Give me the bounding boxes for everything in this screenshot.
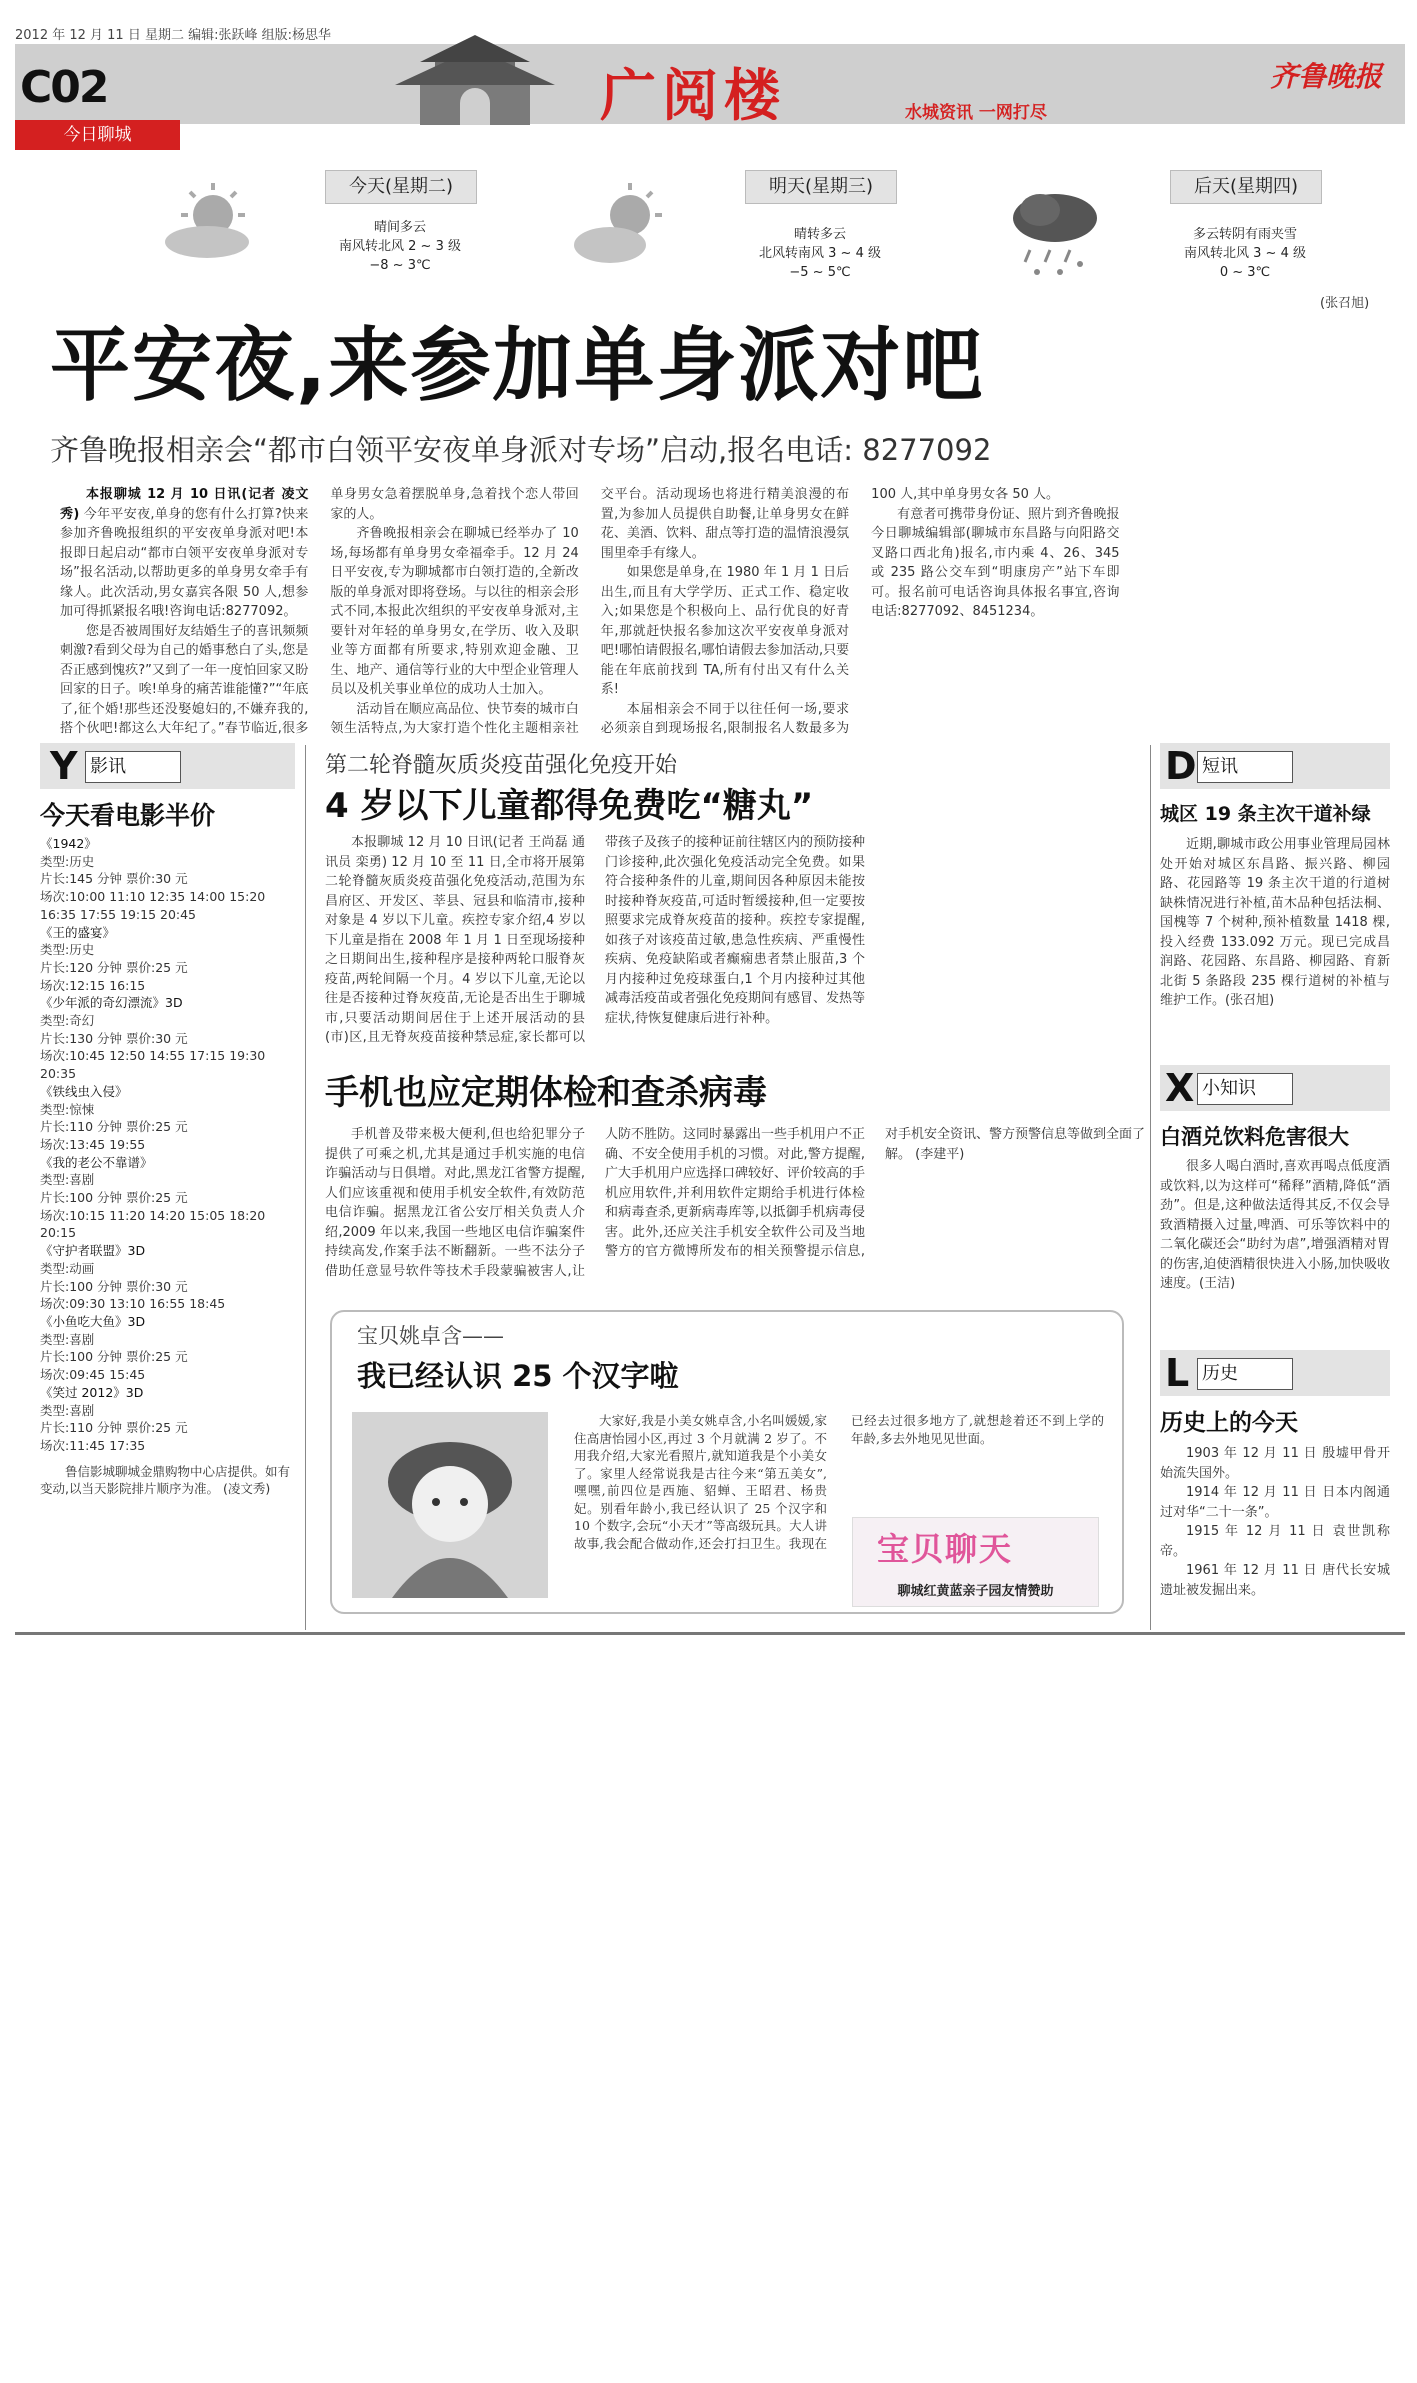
divider xyxy=(305,745,306,1630)
movie-times: 场次:09:45 15:45 xyxy=(40,1367,146,1383)
tip-credit: (王洁) xyxy=(1199,1276,1236,1291)
history-section xyxy=(1160,1350,1390,1600)
movie-info: 片长:100 分钟 票价:25 元 xyxy=(40,1190,188,1206)
newspaper-logo: 齐鲁晚报 xyxy=(1270,60,1383,93)
movies-letter: Y xyxy=(50,744,78,788)
kid-logo: 宝贝聊天 xyxy=(877,1530,1014,1568)
history-event: 唐代长安城遗址被发掘出来。 xyxy=(1160,1563,1390,1598)
history-headline: 历史上的今天 xyxy=(1160,1410,1298,1436)
page-bottom-rule xyxy=(15,1632,1405,1635)
kid-kicker: 宝贝姚卓含—— xyxy=(357,1324,504,1348)
road-letter: D xyxy=(1165,744,1197,788)
movies-credit: (凌文秀) xyxy=(222,1481,271,1497)
history-item xyxy=(1160,1522,1390,1561)
road-credit: (张召旭) xyxy=(1225,993,1275,1008)
movies-headline: 今天看电影半价 xyxy=(40,801,216,830)
weather-after-wind: 南风转北风 3 ~ 4 级 xyxy=(1184,246,1306,261)
weather-today-temp: −8 ~ 3℃ xyxy=(369,258,431,273)
movie-times: 场次:10:15 11:20 14:20 15:05 18:20 20:15 xyxy=(40,1207,266,1241)
movies-header xyxy=(40,743,295,789)
tip-letter: X xyxy=(1165,1066,1195,1110)
history-date: 1903 年 12 月 11 日 xyxy=(1186,1446,1318,1461)
masthead xyxy=(0,0,1417,150)
road-header xyxy=(1160,743,1390,789)
vaccine-kicker: 第二轮脊髓灰质炎疫苗强化免疫开始 xyxy=(325,753,678,778)
movie-item xyxy=(40,835,295,924)
movie-times: 场次:12:15 16:15 xyxy=(40,977,146,993)
movie-genre: 类型:历史 xyxy=(40,942,95,958)
movie-title: 《王的盛宴》 xyxy=(40,924,116,940)
phone-headline: 手机也应定期体检和查杀病毒 xyxy=(325,1073,767,1113)
movies-section xyxy=(40,743,295,1498)
movie-title: 《小鱼吃大鱼》3D xyxy=(40,1313,146,1329)
movie-title: 《笑过 2012》3D xyxy=(40,1384,144,1400)
child-photo xyxy=(352,1412,548,1598)
weather-today-cond: 晴间多云 xyxy=(373,220,426,235)
movie-title: 《少年派的奇幻漂流》3D xyxy=(40,995,183,1011)
history-item xyxy=(1160,1483,1390,1522)
kid-sponsor: 聊城红黄蓝亲子园友情赞助 xyxy=(897,1584,1054,1599)
road-body: 近期,聊城市政公用事业管理局园林处开始对城区东昌路、振兴路、柳园路、花园路等 19 条主次干道的行道树缺株情况进行补植,苗木品种包括法桐、国槐等 7 个树种,预补植数量 1418 棵,投入经费 133.092 万元。现已完成昌润路、花园路、东昌路、柳园路、育新北街 5 条路段 235 棵行道树的补植与维护工作。(张召旭) xyxy=(1160,837,1390,1008)
movie-item xyxy=(40,1384,295,1455)
weather-tomorrow-label: 明天(星期三) xyxy=(745,170,897,204)
history-event: 日本内阁通过对华“二十一条”。 xyxy=(1160,1485,1390,1520)
lead-subhead: 齐鲁晚报相亲会“都市白领平安夜单身派对专场”启动,报名电话: 8277092 xyxy=(50,433,992,467)
divider xyxy=(1150,745,1151,1630)
weather-tomorrow-wind: 北风转南风 3 ~ 4 级 xyxy=(759,246,881,261)
weather-today-wind: 南风转北风 2 ~ 3 级 xyxy=(339,239,461,254)
history-header xyxy=(1160,1350,1390,1396)
history-tab: 历史 xyxy=(1197,1358,1293,1390)
kid-box xyxy=(330,1310,1124,1614)
movie-item xyxy=(40,994,295,1083)
kid-logo-box xyxy=(852,1517,1099,1607)
weather-tomorrow-cond: 晴转多云 xyxy=(793,227,846,242)
section-tab: 今日聊城 xyxy=(15,120,180,150)
movie-title: 《守护者联盟》3D xyxy=(40,1243,146,1259)
movie-genre: 类型:喜剧 xyxy=(40,1172,95,1188)
history-item xyxy=(1160,1561,1390,1600)
road-headline: 城区 19 条主次干道补绿 xyxy=(1160,803,1371,825)
lead-body: 本报聊城 12 月 10 日讯(记者 凌文秀) 今年平安夜,单身的您有什么打算?快来参加齐鲁晚报组织的平安夜单身派对吧!本报即日起启动“都市白领平安夜单身派对专场”报名活动,以帮助更多的单身男女牵手有缘人。此次活动,男女嘉宾各限 50 人,想参加可得抓紧报名哦!咨询电话:8277092。 您是否被周围好友结婚生子的喜讯频频刺激?看到父母为自己的婚事愁白了头,您是否正感到愧疚?”又到了一年一度怕回家又盼回家的日子。唉!单身的痛苦谁能懂?”“年底了,征个婚!那些还没娶媳妇的,不嫌弃我的,搭个伙吧!都这么大年纪了。”春节临近,很多单身男女急着摆脱单身,急着找个恋人带回家的人。 齐鲁晚报相亲会在聊城已经举办了 10 场,每场都有单身男女牵福牵手。12 月 24 日平安夜,专为聊城都市白领打造的,全新改版的单身派对即将登场。与以往的相亲会形式不同,本报此次组织的平安夜单身派对,主要针对年轻的单身男女,在学历、收入及职业等方面都有所要求,特别欢迎金融、卫生、地产、通信等行业的大中型企业管理人员以及机关事业单位的成功人士加入。 活动旨在顺应高品位、快节奏的城市白领生活特点,为大家打造个性化主题相亲社交平台。活动现场也将进行精美浪漫的布置,为参加人员提供自助餐,让单身男女在鲜花、美酒、饮料、甜点等打造的温情浪漫氛围里牵手有缘人。 如果您是单身,在 1980 年 1 月 1 日后出生,而且有大学学历、正式工作、稳定收入;如果您是个积极向上、品行优良的好青年,那就赶快报名参加这次平安夜单身派对吧!哪怕请假报名,哪怕请假去参加活动,只要能在年底前找到 TA,所有付出又有什么关系! 本届相亲会不同于以往任何一场,要求必须亲自到现场报名,限制报名人数最多为 100 人,其中单身男女各 50 人。 有意者可携带身份证、照片到齐鲁晚报今日聊城编辑部(聊城市东昌路与向阳路交叉路口西北角)报名,市内乘 4、26、345 或 235 路公交车到“明康房产”站下车即可。报名前可电话咨询具体报名事宜,咨询电话:8277092、8451234。 xyxy=(60,487,1120,736)
movie-info: 片长:110 分钟 票价:25 元 xyxy=(40,1420,188,1436)
movie-info: 片长:120 分钟 票价:25 元 xyxy=(40,959,188,975)
banner-slogan: 水城资讯 一网打尽 xyxy=(905,103,1047,123)
tip-tab: 小知识 xyxy=(1197,1073,1293,1105)
history-date: 1961 年 12 月 11 日 xyxy=(1186,1563,1318,1578)
movies-footer: 鲁信影城聊城金鼎购物中心店提供。如有变动,以当天影院排片顺序为准。 (凌文秀) xyxy=(40,1463,291,1497)
movie-genre: 类型:历史 xyxy=(40,853,95,869)
weather-after-temp: 0 ~ 3℃ xyxy=(1219,265,1271,280)
date-line: 2012 年 12 月 11 日 星期二 编辑:张跃峰 组版:杨思华 xyxy=(15,28,331,43)
movie-list xyxy=(40,835,295,1455)
kid-body: 大家好,我是小美女姚卓含,小名叫媛媛,家住高唐怡园小区,再过 3 个月就满 2 岁了。不用我介绍,大家光看照片,就知道我是个小美女了。家里人经常说我是古往今来“第五美女”,嘿嘿,前四位是西施、貂蝉、王昭君、杨贵妃。别看年龄小,我已经认识了 25 个汉字和 10 个数字,会玩“小天才”等高级玩具。大人讲故事,我会配合做动作,还会打扫卫生。我现在已经去过很多地方了,就想趁着还不到上学的年龄,多去外地见见世面。 xyxy=(574,1413,1104,1551)
weather-after-cond: 多云转阴有雨夹雪 xyxy=(1192,227,1297,242)
movies-tab: 影讯 xyxy=(85,751,181,783)
cloud-sun-icon xyxy=(570,180,670,280)
movie-times: 场次:11:45 17:35 xyxy=(40,1437,146,1453)
kid-headline: 我已经认识 25 个汉字啦 xyxy=(357,1359,679,1393)
phone-credit: (李建平) xyxy=(915,1146,965,1162)
weather-today-label: 今天(星期二) xyxy=(325,170,477,204)
history-event: 殷墟甲骨开始流失国外。 xyxy=(1160,1446,1390,1481)
movie-title: 《铁线虫入侵》 xyxy=(40,1083,128,1099)
movie-genre: 类型:喜剧 xyxy=(40,1331,95,1347)
tip-headline: 白酒兑饮料危害很大 xyxy=(1160,1125,1349,1149)
movie-item xyxy=(40,1242,295,1313)
movie-item xyxy=(40,924,295,995)
banner-title: 广阅楼 xyxy=(600,63,786,129)
history-item xyxy=(1160,1444,1390,1483)
tip-header xyxy=(1160,1065,1390,1111)
road-section xyxy=(1160,743,1390,1011)
weather-credit: (张召旭) xyxy=(1320,296,1370,311)
movie-times: 场次:13:45 19:55 xyxy=(40,1136,146,1152)
weather-tomorrow-temp: −5 ~ 5℃ xyxy=(789,265,851,280)
movie-title: 《我的老公不靠谱》 xyxy=(40,1154,153,1170)
vaccine-headline: 4 岁以下儿童都得免费吃“糖丸” xyxy=(325,786,814,826)
tip-section xyxy=(1160,1065,1390,1294)
movie-times: 场次:09:30 13:10 16:55 18:45 xyxy=(40,1296,226,1312)
lead-headline: 平安夜,来参加单身派对吧 xyxy=(50,319,985,412)
road-tab: 短讯 xyxy=(1197,751,1293,783)
history-date: 1915 年 12 月 11 日 xyxy=(1186,1524,1327,1539)
history-date: 1914 年 12 月 11 日 xyxy=(1186,1485,1318,1500)
movie-info: 片长:130 分钟 票价:30 元 xyxy=(40,1030,188,1046)
movie-info: 片长:100 分钟 票价:25 元 xyxy=(40,1349,188,1365)
movie-item xyxy=(40,1083,295,1154)
movie-title: 《1942》 xyxy=(40,836,97,851)
movie-info: 片长:100 分钟 票价:30 元 xyxy=(40,1278,188,1294)
page-code: C02 xyxy=(20,62,108,113)
rain-snow-icon xyxy=(1005,180,1105,280)
movie-item xyxy=(40,1313,295,1384)
lead-byline: 本报聊城 12 月 10 日讯(记者 凌文秀) xyxy=(60,487,309,522)
vaccine-body: 本报聊城 12 月 10 日讯(记者 王尚磊 通讯员 栾勇) 12 月 10 至 11 日,全市将开展第二轮脊髓灰质炎疫苗强化免疫活动,范围为东昌府区、开发区、莘县、冠县和临清市,接种对象是 4 岁以下儿童。疾控专家介绍,4 岁以下儿童是指在 2008 年 1 月 1 日至现场接种之日期间出生,接种程序是接种两轮口服脊灰疫苗,两轮间隔一个月。4 岁以下儿童,无论以往是否接种过脊灰疫苗,无论是否出生于聊城市,只要活动期间居住于上述开展活动的县(市)区,且无脊灰疫苗接种禁忌症,家长都可以带孩子及孩子的接种证前往辖区内的预防接种门诊接种,此次强化免疫活动完全免费。如果符合接种条件的儿童,期间因各种原因未能按时接种脊灰疫苗,可适时暂缓接种,但一定要按照要求完成脊灰疫苗的接种。疾控专家提醒,如孩子对该疫苗过敏,患急性疾病、严重慢性疾病、免疫缺陷或者癫痫患者禁止服苗,3 个月内接种过免疫球蛋白,1 个月内接种过其他减毒活疫苗或者强化免疫期间有感冒、发热等症状,待恢复健康后进行补种。 xyxy=(325,835,866,1045)
movie-times: 场次:10:00 11:10 12:35 14:00 15:20 16:35 17:55 19:15 20:45 xyxy=(40,889,266,922)
phone-body: 手机普及带来极大便利,但也给犯罪分子提供了可乘之机,尤其是通过手机实施的电信诈骗活动与日俱增。对此,黑龙江省警方提醒,人们应该重视和使用手机安全软件,有效防范电信诈骗。据黑龙江省公安厅相关负责人介绍,2009 年以来,我国一些地区电信诈骗案件持续高发,作案手法不断翻新。一些不法分子借助任意显号软件等技术手段蒙骗被害人,让人防不胜防。这同时暴露出一些手机用户不正确、不安全使用手机的习惯。对此,警方提醒,广大手机用户应选择口碑较好、评价较高的手机应用软件,并利用软件定期给手机进行体检和病毒查杀,更新病毒库等,以抵御手机病毒侵害。此外,还应关注手机安全软件公司及当地警方的官方微博所发布的相关预警提示信息,对手机安全资讯、警方预警信息等做到全面了解。 (李建平) xyxy=(325,1127,1146,1279)
tower-illustration xyxy=(390,30,560,125)
tip-body: 很多人喝白酒时,喜欢再喝点低度酒或饮料,以为这样可“稀释”酒精,降低“酒劲”。但是,这种做法适得其反,不仅会导致酒精摄入过量,啤酒、可乐等饮料中的二氧化碳还会“助纣为虐”,增强酒精对胃的伤害,迫使酒精很快进入小肠,加快吸收速度。(王洁) xyxy=(1160,1159,1390,1291)
movie-genre: 类型:动画 xyxy=(40,1260,95,1276)
movie-genre: 类型:喜剧 xyxy=(40,1402,95,1418)
history-list xyxy=(1160,1444,1390,1600)
movie-info: 片长:145 分钟 票价:30 元 xyxy=(40,871,188,887)
sun-cloud-icon xyxy=(155,180,265,270)
movie-genre: 类型:奇幻 xyxy=(40,1013,95,1029)
weather-after-label: 后天(星期四) xyxy=(1170,170,1322,204)
movie-info: 片长:110 分钟 票价:25 元 xyxy=(40,1119,188,1135)
movie-genre: 类型:惊悚 xyxy=(40,1101,95,1117)
weather-strip xyxy=(15,150,1405,310)
history-event: 袁世凯称帝。 xyxy=(1160,1524,1390,1559)
history-letter: L xyxy=(1165,1351,1190,1395)
movie-times: 场次:10:45 12:50 14:55 17:15 19:30 20:35 xyxy=(40,1048,266,1082)
movie-item xyxy=(40,1154,295,1243)
